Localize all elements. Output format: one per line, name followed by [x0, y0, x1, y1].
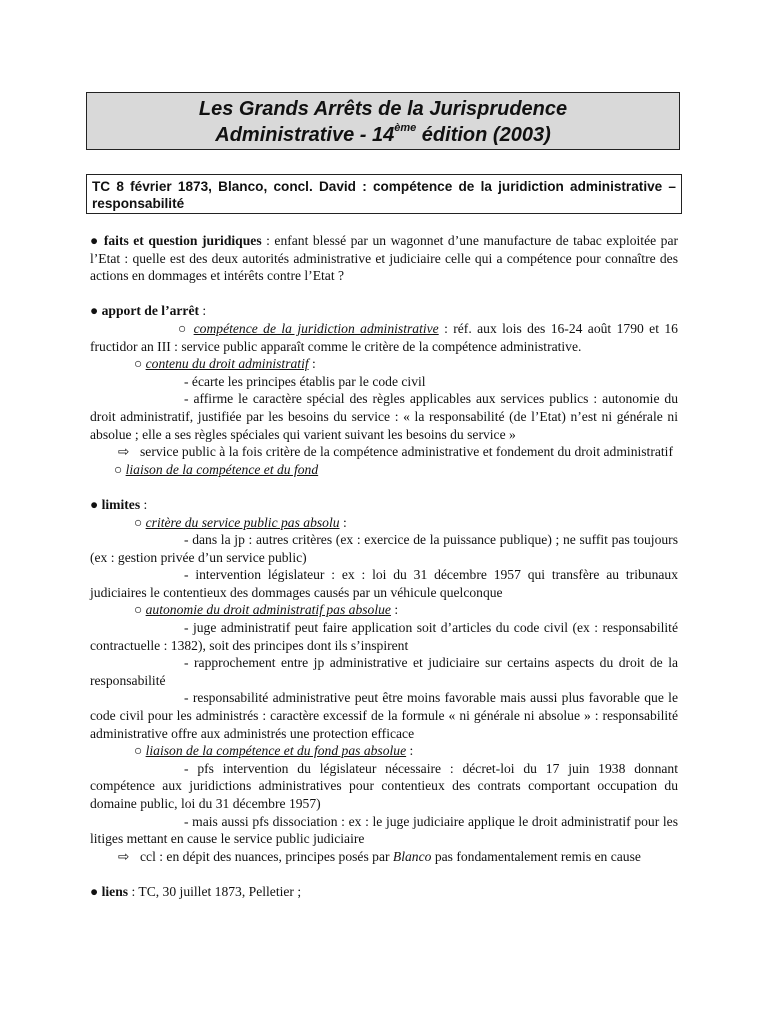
liens-text: : TC, 30 juillet 1873, Pelletier ; [128, 883, 302, 899]
colon: : [140, 496, 148, 512]
limites-label: limites [101, 496, 141, 512]
liens-label: liens [101, 883, 129, 899]
limites-sub2-label: autonomie du droit administratif pas absolue [145, 602, 391, 618]
limites-conclusion-post: pas fondamentalement remis en cause [431, 848, 641, 864]
limites-sub1-dash2: - intervention législateur : ex : loi du 31 décembre 1957 qui transfère au tribunaux judiciaires le contentieux des dommages causés par un véhicule quelconque [90, 567, 678, 600]
arrow-icon: ⇨ [118, 444, 130, 460]
circle-icon: ○ [134, 743, 143, 759]
limites-sub2-heading [90, 601, 678, 619]
limites-sub3-dash1: - pfs intervention du législateur nécessaire : décret-loi du 17 juin 1938 donnant compétence aux juridictions administratives pour contentieux des contrats comportant occupation du domaine public, loi du 31 décembre 1957) [90, 760, 678, 811]
bullet-icon: ● [90, 883, 99, 899]
colon: : [308, 356, 316, 372]
bullet-icon: ● [90, 303, 99, 319]
apport-heading [90, 302, 678, 320]
limites-sub3-dash2: - mais aussi pfs dissociation : ex : le juge judiciaire applique le droit administratif pour les litiges mettant en cause le service public judiciaire [90, 813, 678, 847]
apport-sub1 [90, 320, 678, 355]
faits-label: faits et question juridiques [103, 233, 262, 248]
limites-sub3-heading [90, 742, 678, 760]
limites-sub1-label: critère du service public pas absolu [145, 514, 340, 530]
circle-icon: ○ [134, 514, 143, 530]
apport-sub1-label: compétence de la juridiction administrative [193, 320, 439, 336]
limites-sub2-dash1: - juge administratif peut faire application soit d’articles du code civil (ex : responsabilité contractuelle : 1382), soit des principes dont ils s’inspirent [90, 620, 678, 653]
circle-icon: ○ [178, 320, 189, 336]
arrow-icon: ⇨ [118, 848, 130, 864]
limites-sub1-heading [90, 514, 678, 532]
limites-heading [90, 496, 678, 514]
circle-icon: ○ [114, 461, 123, 477]
liens-paragraph [90, 883, 678, 901]
apport-sub1-text: : réf. aux lois des 16-24 août 1790 et 16 fructidor an III : service public apparaît comme le critère de la compétence administrative. [90, 320, 678, 354]
title-line-2 [87, 122, 679, 148]
case-header: TC 8 février 1873, Blanco, concl. David : compétence de la juridiction administrative – responsabilité [86, 174, 682, 214]
limites-sub2-dash2: - rapprochement entre jp administrative et judiciaire sur certains aspects du droit de la responsabilité [90, 655, 678, 688]
circle-icon: ○ [134, 356, 143, 372]
bullet-icon: ● [90, 496, 99, 512]
faits-text: : enfant blessé par un wagonnet d’une manufacture de tabac exploitée par l’Etat : quelle est des deux autorités administrative et judiciaire celle qui a compétence pour connaître des actions en dommages et intérêts contre l’Etat ? [90, 233, 678, 284]
title-line-1: Les Grands Arrêts de la Jurisprudence [198, 98, 568, 120]
circle-icon: ○ [134, 602, 143, 618]
bullet-icon: ● [90, 233, 100, 248]
colon: : [339, 514, 347, 530]
limites-sub1-dash1: - dans la jp : autres critères (ex : exercice de la puissance publique) ; ne suffit pas toujours (ex : gestion privée d’un service public) [90, 532, 678, 565]
apport-label: apport de l’arrêt [101, 303, 200, 319]
colon: : [406, 743, 414, 759]
faits-paragraph [90, 232, 678, 285]
document-title [86, 92, 680, 150]
apport-sub2-dash1: - écarte les principes établis par le code civil [184, 373, 426, 389]
colon: : [390, 602, 399, 618]
apport-conclusion-text: service public à la fois critère de la compétence administrative et fondement du droit administratif [140, 444, 673, 460]
limites-sub3-label: liaison de la compétence et du fond pas absolue [145, 743, 407, 759]
apport-sub3-label: liaison de la compétence et du fond [125, 461, 319, 477]
apport-sub2-dash2: - affirme le caractère spécial des règles applicables aux services publics : autonomie du droit administratif, justifiée par les besoins du service : « la responsabilité (de l’Etat) n’est ni générale ni absolue ; elle a ses règles spéciales qui varient suivant les besoins du service » [90, 391, 678, 442]
limites-conclusion [90, 848, 678, 866]
colon: : [199, 303, 207, 319]
title-line-2-post: édition (2003) [416, 124, 551, 146]
limites-conclusion-italic: Blanco [392, 848, 432, 864]
limites-conclusion-pre: ccl : en dépit des nuances, principes posés par [140, 848, 393, 864]
apport-conclusion [90, 443, 678, 461]
title-line-2-pre: Administrative - 14 [215, 124, 395, 146]
apport-sub3 [90, 461, 678, 479]
apport-sub2-label: contenu du droit administratif [145, 356, 309, 372]
apport-sub2-heading [90, 355, 678, 373]
limites-sub2-dash3: - responsabilité administrative peut être moins favorable mais aussi plus favorable que le code civil pour les administrés : caractère excessif de la formule « ni générale ni absolue » : responsabilité administrative offre aux administrés une protection efficace [90, 690, 678, 741]
document-body [90, 232, 678, 901]
title-superscript: ème [394, 122, 417, 134]
